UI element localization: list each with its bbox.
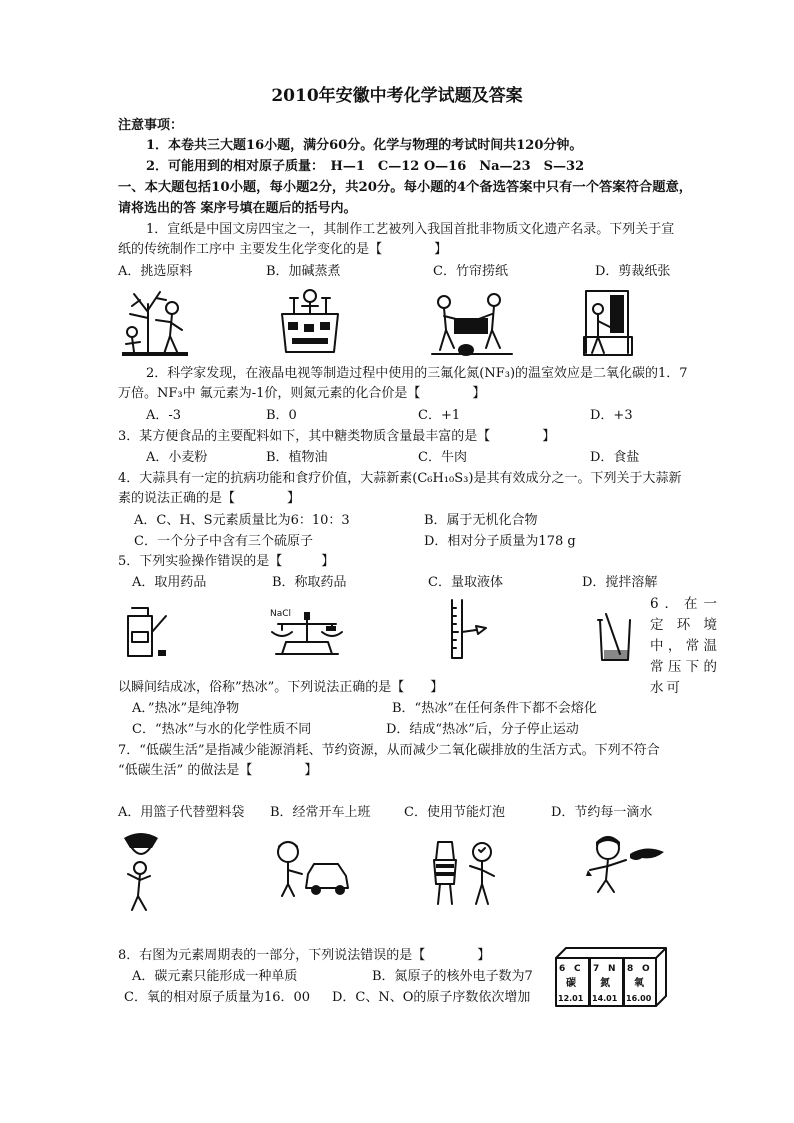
svg-text:C: C — [574, 964, 581, 974]
svg-text:16.00: 16.00 — [626, 994, 652, 1003]
svg-text:6: 6 — [559, 964, 566, 974]
q1-option-c: C．竹帘捞纸 — [433, 264, 508, 279]
q3-option-c: C．牛肉 — [418, 450, 467, 465]
q5-picture-measuring-liquid — [442, 598, 490, 662]
q8-option-b: B．氮原子的核外电子数为7 — [372, 969, 533, 984]
q2-stem-line-2: 万倍。NF₃中 氟元素为-1价，则氮元素的化合价是【 】 — [118, 386, 486, 401]
q1-picture-selecting-materials — [120, 284, 190, 360]
q1-option-b: B．加碱蒸煮 — [266, 264, 341, 279]
q7-picture-lamp — [424, 830, 502, 910]
q6-option-b: B．“热冰”在任何条件下都不会熔化 — [392, 701, 597, 716]
svg-text:氧: 氧 — [634, 978, 644, 989]
q4-option-c: C．一个分子中含有三个硫原子 — [134, 534, 313, 549]
q8-option-c: C．氧的相对原子质量为16．00 — [124, 990, 311, 1005]
q7-picture-car — [268, 838, 354, 900]
element-cell-carbon — [556, 958, 589, 1006]
page-title: 2010年安徽中考化学试题及答案 — [271, 86, 523, 106]
q1-stem-line-2: 纸的传统制作工序中 主要发生化学变化的是【 】 — [118, 242, 448, 257]
svg-text:8: 8 — [627, 964, 634, 974]
q5-picture-weighing-reagent — [268, 598, 346, 660]
q6-stem-wrapped: 6．在一定环境中，常温常压下的水可 — [650, 596, 720, 696]
svg-text:14.01: 14.01 — [592, 994, 618, 1003]
q2-option-c: C．+1 — [418, 408, 461, 423]
q5-option-d: D．搅拌溶解 — [582, 575, 658, 590]
q7-option-c: C．使用节能灯泡 — [404, 805, 505, 820]
q1-option-d: D．剪裁纸张 — [595, 264, 671, 279]
q8-option-a: A．碳元素只能形成一种单质 — [132, 969, 298, 984]
element-cell-nitrogen — [590, 958, 623, 1006]
q4-stem-line-1: 4．大蒜具有一定的抗病功能和食疗价值，大蒜新素(C₆H₁₀S₃)是其有效成分之一。下列关于大蒜新 — [118, 471, 682, 486]
q7-option-a: A．用篮子代替塑料袋 — [118, 805, 245, 820]
q1-picture-cutting-paper — [580, 287, 640, 359]
q8-stem: 8．右图为元素周期表的一部分，下列说法错误的是【 】 — [118, 948, 491, 963]
q5-option-a: A．取用药品 — [132, 575, 207, 590]
q5-picture-stirring — [596, 612, 636, 664]
q7-option-b: B．经常开车上班 — [270, 805, 371, 820]
q2-option-a: A．-3 — [146, 408, 182, 423]
svg-text:O: O — [642, 964, 650, 974]
q5-option-b: B．称取药品 — [272, 575, 347, 590]
q1-option-a: A．挑选原料 — [118, 264, 193, 279]
q4-option-a: A．C、H、S元素质量比为6：10：3 — [134, 513, 350, 528]
q7-picture-basket — [118, 830, 164, 914]
svg-text:N: N — [608, 964, 616, 974]
q5-stem: 5．下列实验操作错误的是【 】 — [118, 554, 335, 569]
q7-picture-water-drop — [584, 830, 670, 896]
q2-option-b: B．0 — [266, 408, 297, 423]
q3-option-a: A．小麦粉 — [146, 450, 208, 465]
q5-picture-taking-reagent — [122, 602, 170, 660]
svg-text:氮: 氮 — [600, 978, 610, 989]
q7-stem-line-1: 7．“低碳生活”是指减少能源消耗、节约资源，从而减少二氧化碳排放的生活方式。下列不符合 — [118, 743, 660, 758]
q3-stem: 3．某方便食品的主要配料如下，其中糖类物质含量最丰富的是【 】 — [118, 429, 556, 444]
q5-option-c: C．量取液体 — [428, 575, 503, 590]
q4-stem-line-2: 素的说法正确的是【 】 — [118, 491, 301, 506]
q6-stem-line-2: 以瞬间结成冰，俗称”热冰”。下列说法正确的是【 】 — [118, 680, 444, 695]
notes-item-1: 1．本卷共三大题16小题，满分60分。化学与物理的考试时间共120分钟。 — [146, 138, 583, 153]
q5-nacl-label: NaCl — [270, 609, 292, 619]
section-1-line-1: 一、本大题包括10小题，每小题2分，共20分。每小题的4个备选答案中只有一个答案符合题意， — [118, 180, 693, 195]
q7-option-d: D．节约每一滴水 — [551, 805, 653, 820]
q2-option-d: D．+3 — [590, 408, 633, 423]
element-cell-oxygen — [624, 958, 656, 1006]
q3-option-d: D．食盐 — [590, 450, 640, 465]
q6-option-a: A．”热冰”是纯净物 — [132, 701, 240, 716]
svg-text:7: 7 — [593, 964, 600, 974]
q4-option-b: B．属于无机化合物 — [424, 513, 538, 528]
svg-text:碳: 碳 — [566, 978, 576, 989]
q1-stem-line-1: 1．宣纸是中国文房四宝之一，其制作工艺被列入我国首批非物质文化遗产名录。下列关于宣 — [146, 222, 675, 237]
q4-option-d: D．相对分子质量为178 g — [424, 534, 576, 549]
q6-option-c: C．“热冰”与水的化学性质不同 — [132, 722, 312, 737]
q8-option-d: D．C、N、O的原子序数依次增加 — [332, 990, 531, 1005]
q6-option-d: D．结成“热冰”后，分子停止运动 — [386, 722, 579, 737]
q1-picture-boiling-with-alkali — [272, 284, 348, 360]
section-1-line-2: 请将选出的答 案序号填在题后的括号内。 — [118, 201, 357, 216]
q2-stem-line-1: 2．科学家发现，在液晶电视等制造过程中使用的三氟化氮(NF₃)的温室效应是二氧化碳的1．7 — [146, 366, 688, 381]
q3-option-b: B．植物油 — [266, 450, 328, 465]
notes-item-2: 2．可能用到的相对原子质量： H—1 C—12 O—16 Na—23 S—32 — [146, 159, 585, 174]
svg-text:12.01: 12.01 — [558, 994, 584, 1003]
q7-stem-line-2: “低碳生活” 的做法是【 】 — [118, 763, 318, 778]
periodic-table-fragment — [554, 946, 674, 1008]
notes-heading: 注意事项： — [118, 118, 184, 133]
q1-picture-scooping-paper — [430, 290, 514, 358]
